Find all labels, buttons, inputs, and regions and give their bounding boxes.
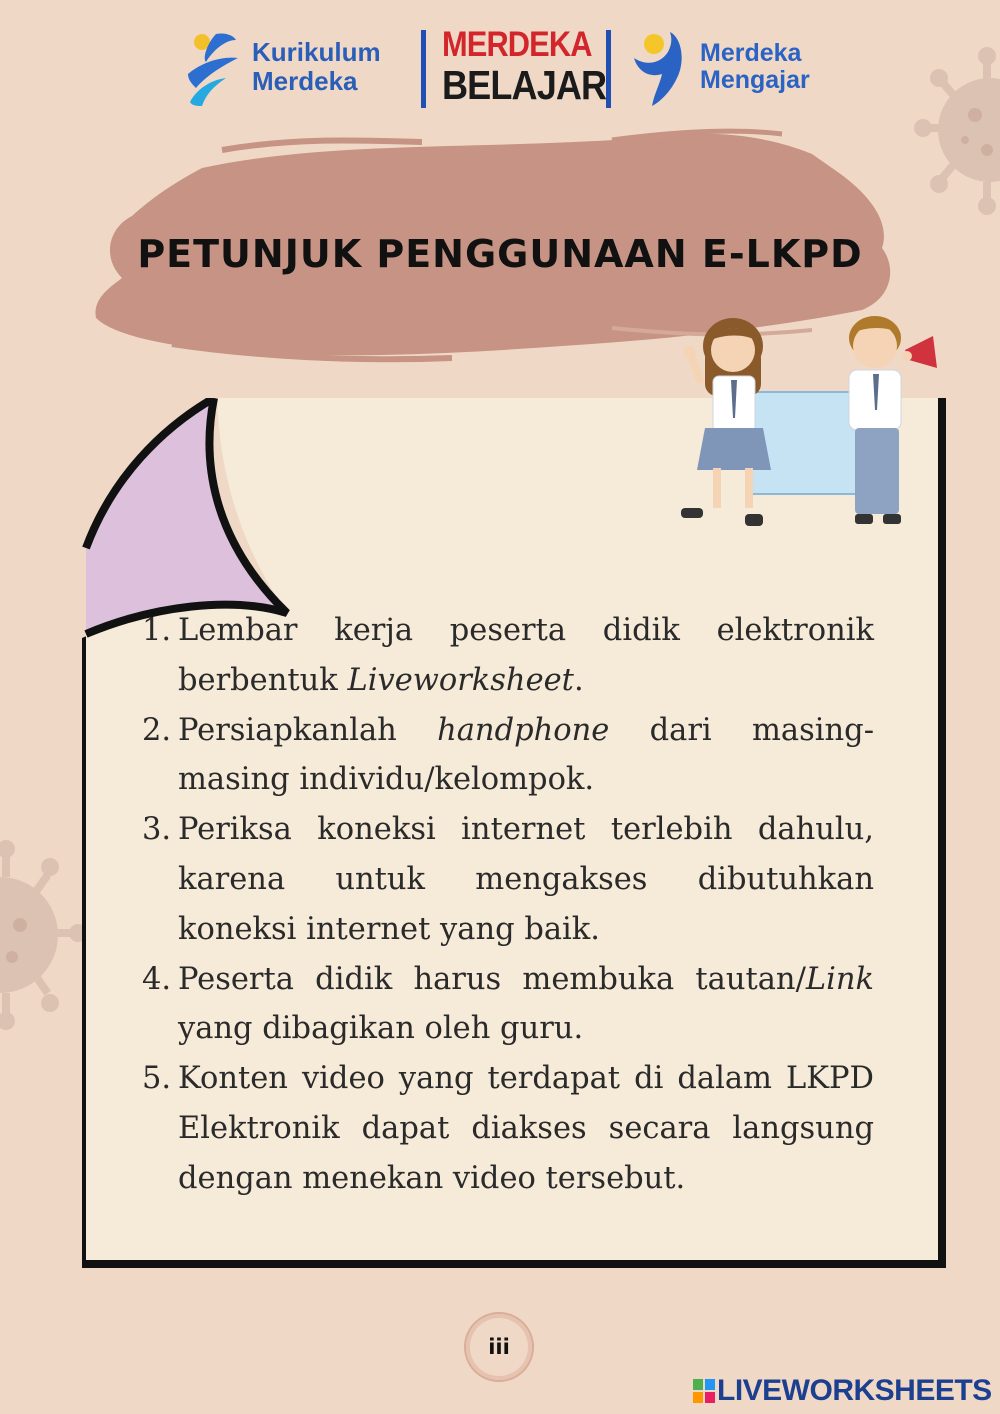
merdeka-belajar-logo <box>442 25 607 112</box>
kurikulum-merdeka-icon <box>182 28 246 108</box>
item-text-end: dari masing-masing individu/kelompok. <box>178 712 874 798</box>
item-text: Periksa koneksi internet terlebih dahulu, karena untuk mengakses dibutuhkan koneksi internet yang baik. <box>178 812 874 947</box>
item-text-end: . <box>573 662 584 698</box>
merdeka-mengajar-icon <box>630 28 694 108</box>
virus-decoration-left <box>0 815 95 1055</box>
item-number: 4. <box>142 961 172 997</box>
merdeka-text: Merdeka <box>252 66 358 96</box>
item-italic-text: handphone <box>437 712 610 748</box>
instruction-item <box>144 1054 874 1203</box>
item-italic-text: Link <box>805 961 874 997</box>
logo-divider <box>421 30 426 108</box>
liveworksheets-watermark <box>693 1374 992 1406</box>
item-text: Peserta didik harus membuka tautan/ <box>178 961 806 997</box>
instruction-item <box>144 805 874 954</box>
item-text: Lembar kerja peserta didik elektronik berbentuk <box>178 613 874 698</box>
item-text: Persiapkanlah <box>178 712 438 748</box>
merdeka-mengajar-logo <box>628 26 838 112</box>
liveworksheets-logo-icon <box>693 1379 715 1403</box>
merdeka-text: Merdeka <box>700 39 802 67</box>
mengajar-text: Mengajar <box>700 66 810 94</box>
instruction-item <box>144 606 874 706</box>
item-italic-text: Liveworksheet <box>347 662 574 698</box>
header-logos <box>180 26 830 112</box>
instructions-list <box>144 606 874 1204</box>
item-number: 1. <box>142 613 172 648</box>
item-number: 3. <box>142 812 172 848</box>
merdeka-text: MERDEKA <box>442 25 592 64</box>
belajar-text: BELAJAR <box>442 62 607 108</box>
kurikulum-merdeka-logo <box>180 26 410 112</box>
item-number: 5. <box>142 1061 172 1097</box>
page-number: iii <box>466 1314 532 1380</box>
item-number: 2. <box>142 712 172 748</box>
kurikulum-text: Kurikulum <box>252 37 381 67</box>
page-title: PETUNJUK PENGGUNAAN E-LKPD <box>137 232 863 276</box>
item-text-end: yang dibagikan oleh guru. <box>178 1011 584 1047</box>
students-illustration <box>675 310 945 535</box>
instruction-item <box>144 955 874 1055</box>
virus-decoration-top-right <box>895 20 1000 240</box>
watermark-text: LIVEWORKSHEETS <box>717 1374 992 1407</box>
item-text: Konten video yang terdapat di dalam LKPD Elektronik dapat diakses secara langsung dengan menekan video tersebut. <box>178 1061 874 1196</box>
instruction-item <box>144 706 874 806</box>
logo-divider <box>606 30 611 108</box>
